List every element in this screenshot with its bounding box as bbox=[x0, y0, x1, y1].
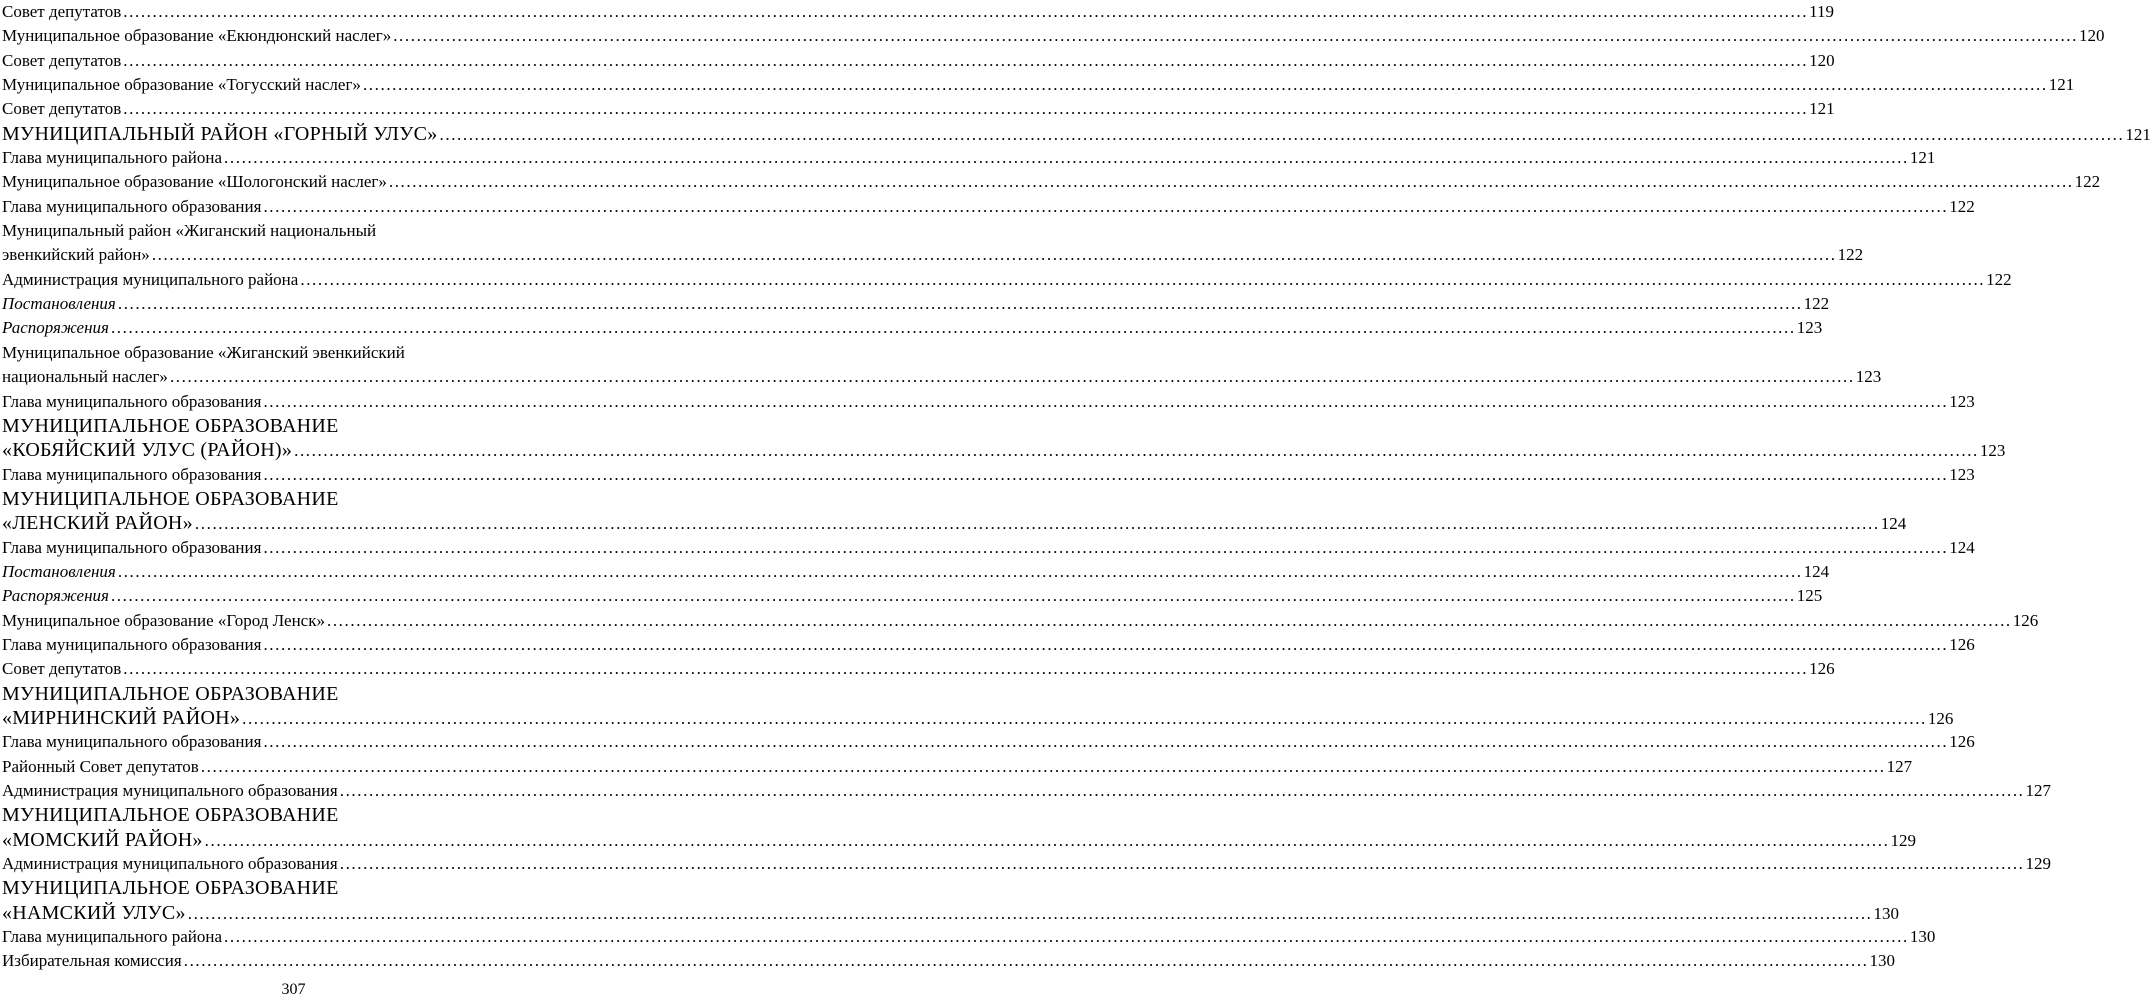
toc-entry bbox=[2, 49, 1835, 73]
toc-entry-page: 123 bbox=[1949, 464, 1975, 484]
toc-entry-title: «МИРНИНСКИЙ РАЙОН» bbox=[2, 706, 241, 729]
toc-entry-page: 130 bbox=[1869, 951, 1896, 971]
leader-dots bbox=[242, 707, 1927, 731]
toc-entry-title: Глава муниципального образования bbox=[2, 537, 262, 557]
toc-section-heading bbox=[2, 122, 2151, 146]
toc-section-heading bbox=[2, 438, 2006, 462]
toc-entry-page: 123 bbox=[1796, 318, 1823, 338]
toc-entry-title: Районный Совет депутатов bbox=[2, 756, 199, 776]
toc-entry bbox=[2, 365, 1882, 389]
leader-dots bbox=[224, 925, 1909, 949]
leader-dots bbox=[111, 584, 1796, 608]
toc-entry-page: 124 bbox=[1949, 537, 1975, 557]
toc-entry-page: 120 bbox=[1809, 50, 1835, 70]
toc-entry-page: 130 bbox=[1873, 903, 1900, 923]
toc-entry-title: Глава муниципального образования bbox=[2, 196, 262, 216]
toc-entry-title: Администрация муниципального образования bbox=[2, 781, 338, 800]
leader-dots bbox=[263, 390, 1948, 414]
toc-section-heading-first-line: МУНИЦИПАЛЬНОЕ ОБРАЗОВАНИЕ bbox=[2, 804, 339, 827]
toc-entry-page: 124 bbox=[1880, 514, 1907, 534]
toc-entry bbox=[2, 852, 2052, 876]
leader-dots bbox=[300, 268, 1985, 292]
toc-entry bbox=[2, 633, 1975, 657]
toc-entry bbox=[2, 97, 1835, 121]
leader-dots bbox=[123, 657, 1808, 681]
toc-entry bbox=[2, 243, 1864, 267]
leader-dots bbox=[393, 24, 2078, 48]
toc-entry bbox=[2, 146, 1936, 170]
leader-dots bbox=[205, 829, 1890, 853]
toc-entry-title: Совет депутатов bbox=[2, 50, 122, 70]
toc-entry bbox=[2, 0, 1834, 24]
toc-entry-title: Муниципальное образование «Шологонский наслег» bbox=[2, 172, 387, 192]
toc-entry bbox=[2, 24, 2105, 48]
toc-entry bbox=[2, 657, 1835, 681]
leader-dots bbox=[340, 779, 2025, 803]
leader-dots bbox=[111, 316, 1796, 340]
leader-dots bbox=[389, 170, 2074, 194]
leader-dots bbox=[263, 463, 1948, 487]
toc-entry-title: Глава муниципального образования bbox=[2, 391, 262, 411]
toc-entry bbox=[2, 268, 2012, 292]
toc-entry bbox=[2, 463, 1975, 487]
toc-entry-title: Распоряжения bbox=[2, 318, 109, 338]
toc-entry bbox=[2, 755, 1913, 779]
toc-entry-page: 126 bbox=[1949, 732, 1975, 752]
toc-entry-page: 126 bbox=[1809, 659, 1835, 679]
toc-entry-title: «МОМСКИЙ РАЙОН» bbox=[2, 828, 203, 851]
leader-dots bbox=[294, 439, 1979, 463]
toc-section-heading-first-line: МУНИЦИПАЛЬНОЕ ОБРАЗОВАНИЕ bbox=[2, 487, 339, 510]
toc-entry-title: национальный наслег» bbox=[2, 367, 168, 387]
toc-entry bbox=[2, 292, 1830, 316]
toc-entry-title: Муниципальное образование «Екюндюнский наслег» bbox=[2, 26, 392, 46]
toc-section-heading bbox=[2, 511, 1907, 535]
leader-dots bbox=[340, 852, 2025, 876]
toc-entry-page: 129 bbox=[1890, 830, 1916, 850]
toc-entry bbox=[2, 536, 1975, 560]
leader-dots bbox=[201, 755, 1886, 779]
toc-entry bbox=[2, 730, 1975, 754]
leader-dots bbox=[123, 49, 1808, 73]
toc-entry-page: 121 bbox=[2048, 75, 2075, 95]
leader-dots bbox=[263, 730, 1948, 754]
toc-entry bbox=[2, 560, 1830, 584]
toc-entry-title: эвенкийский район» bbox=[2, 245, 150, 265]
leader-dots bbox=[118, 560, 1803, 584]
toc-entry-title: Муниципальное образование «Тогусский наслег» bbox=[2, 75, 361, 95]
toc-entry-title: «ЛЕНСКИЙ РАЙОН» bbox=[2, 512, 193, 535]
toc-entry-page: 124 bbox=[1803, 561, 1830, 581]
toc-entry-page: 126 bbox=[2012, 610, 2039, 630]
page-number: 307 bbox=[281, 981, 306, 998]
toc-entry-title: Администрация муниципального образования bbox=[2, 854, 338, 874]
leader-dots bbox=[224, 146, 1909, 170]
toc-entry-page: 121 bbox=[1909, 148, 1936, 168]
toc-entry-title: Глава муниципального района bbox=[2, 148, 223, 168]
toc-entry-title: Глава муниципального образования bbox=[2, 732, 262, 752]
leader-dots bbox=[263, 536, 1948, 560]
toc-entry-title: МУНИЦИПАЛЬНЫЙ РАЙОН «ГОРНЫЙ УЛУС» bbox=[2, 122, 438, 145]
toc-entry-page: 120 bbox=[2079, 26, 2105, 46]
leader-dots bbox=[118, 292, 1803, 316]
toc-entry-page: 130 bbox=[1909, 927, 1936, 947]
toc-entry-page: 127 bbox=[1886, 756, 1913, 776]
toc-entry bbox=[2, 949, 1896, 973]
toc-entry-title: Глава муниципального образования bbox=[2, 634, 262, 654]
toc-entry-page: 121 bbox=[1809, 99, 1835, 119]
toc-entry-page: 123 bbox=[1855, 367, 1882, 387]
toc-section-heading-first-line: МУНИЦИПАЛЬНОЕ ОБРАЗОВАНИЕ bbox=[2, 414, 339, 437]
toc-entry bbox=[2, 170, 2101, 194]
toc-entry-page: 122 bbox=[1949, 196, 1975, 216]
toc-entry-title: Муниципальное образование «Город Ленск» bbox=[2, 610, 325, 630]
toc-section-heading bbox=[2, 901, 1900, 925]
leader-dots bbox=[263, 633, 1948, 657]
toc-entry bbox=[2, 609, 2039, 633]
toc-entry-page: 126 bbox=[1949, 634, 1975, 654]
toc-entry-title: Постановления bbox=[2, 561, 116, 581]
toc-entry bbox=[2, 584, 1823, 608]
leader-dots bbox=[263, 195, 1948, 219]
toc-section-heading-first-line: МУНИЦИПАЛЬНОЕ ОБРАЗОВАНИЕ bbox=[2, 682, 339, 705]
toc-entry-title: Глава муниципального образования bbox=[2, 464, 262, 484]
toc-entry-title: Совет депутатов bbox=[2, 99, 122, 119]
toc-entry bbox=[2, 73, 2075, 97]
leader-dots bbox=[188, 902, 1873, 926]
toc-entry-page: 123 bbox=[1979, 441, 2006, 461]
leader-dots bbox=[170, 365, 1855, 389]
toc-entry-page: 127 bbox=[2025, 781, 2052, 800]
toc-entry bbox=[2, 925, 1936, 949]
toc-entry-page: 122 bbox=[1837, 245, 1864, 265]
toc-entry-title: Администрация муниципального района bbox=[2, 269, 299, 289]
toc-entry-page: 122 bbox=[1986, 269, 2012, 289]
toc-entry-page: 129 bbox=[2025, 854, 2052, 874]
leader-dots bbox=[195, 512, 1880, 536]
toc-entry-first-line: Муниципальный район «Жиганский национальный bbox=[2, 221, 377, 241]
leader-dots bbox=[327, 609, 2012, 633]
toc-entry-title: «НАМСКИЙ УЛУС» bbox=[2, 901, 186, 924]
toc-entry bbox=[2, 316, 1823, 340]
toc-entry-page: 119 bbox=[1809, 2, 1834, 21]
leader-dots bbox=[152, 243, 1837, 267]
toc-entry bbox=[2, 390, 1975, 414]
toc-entry-title: Распоряжения bbox=[2, 586, 109, 606]
leader-dots bbox=[363, 73, 2048, 97]
toc-entry-title: Избирательная комиссия bbox=[2, 951, 182, 971]
toc-entry-title: Совет депутатов bbox=[2, 2, 122, 21]
toc-entry bbox=[2, 779, 2052, 803]
leader-dots bbox=[184, 949, 1869, 973]
table-of-contents bbox=[2, 0, 2151, 974]
toc-entry-title: Постановления bbox=[2, 294, 116, 314]
toc-entry bbox=[2, 195, 1975, 219]
toc-entry-page: 126 bbox=[1927, 708, 1954, 728]
toc-section-heading bbox=[2, 828, 1916, 852]
toc-entry-page: 121 bbox=[2125, 124, 2151, 144]
toc-entry-page: 125 bbox=[1796, 586, 1823, 606]
toc-entry-title: Глава муниципального района bbox=[2, 927, 223, 947]
leader-dots bbox=[123, 0, 1808, 24]
toc-entry-page: 122 bbox=[1803, 294, 1830, 314]
toc-entry-title: Совет депутатов bbox=[2, 659, 122, 679]
leader-dots bbox=[440, 123, 2125, 147]
toc-entry-page: 123 bbox=[1949, 391, 1975, 411]
toc-entry-first-line: Муниципальное образование «Жиганский эвенкийский bbox=[2, 342, 405, 362]
toc-section-heading-first-line: МУНИЦИПАЛЬНОЕ ОБРАЗОВАНИЕ bbox=[2, 877, 339, 900]
toc-section-heading bbox=[2, 706, 1954, 730]
toc-entry-page: 122 bbox=[2074, 172, 2101, 192]
leader-dots bbox=[123, 97, 1808, 121]
toc-entry-title: «КОБЯЙСКИЙ УЛУС (РАЙОН)» bbox=[2, 439, 293, 462]
